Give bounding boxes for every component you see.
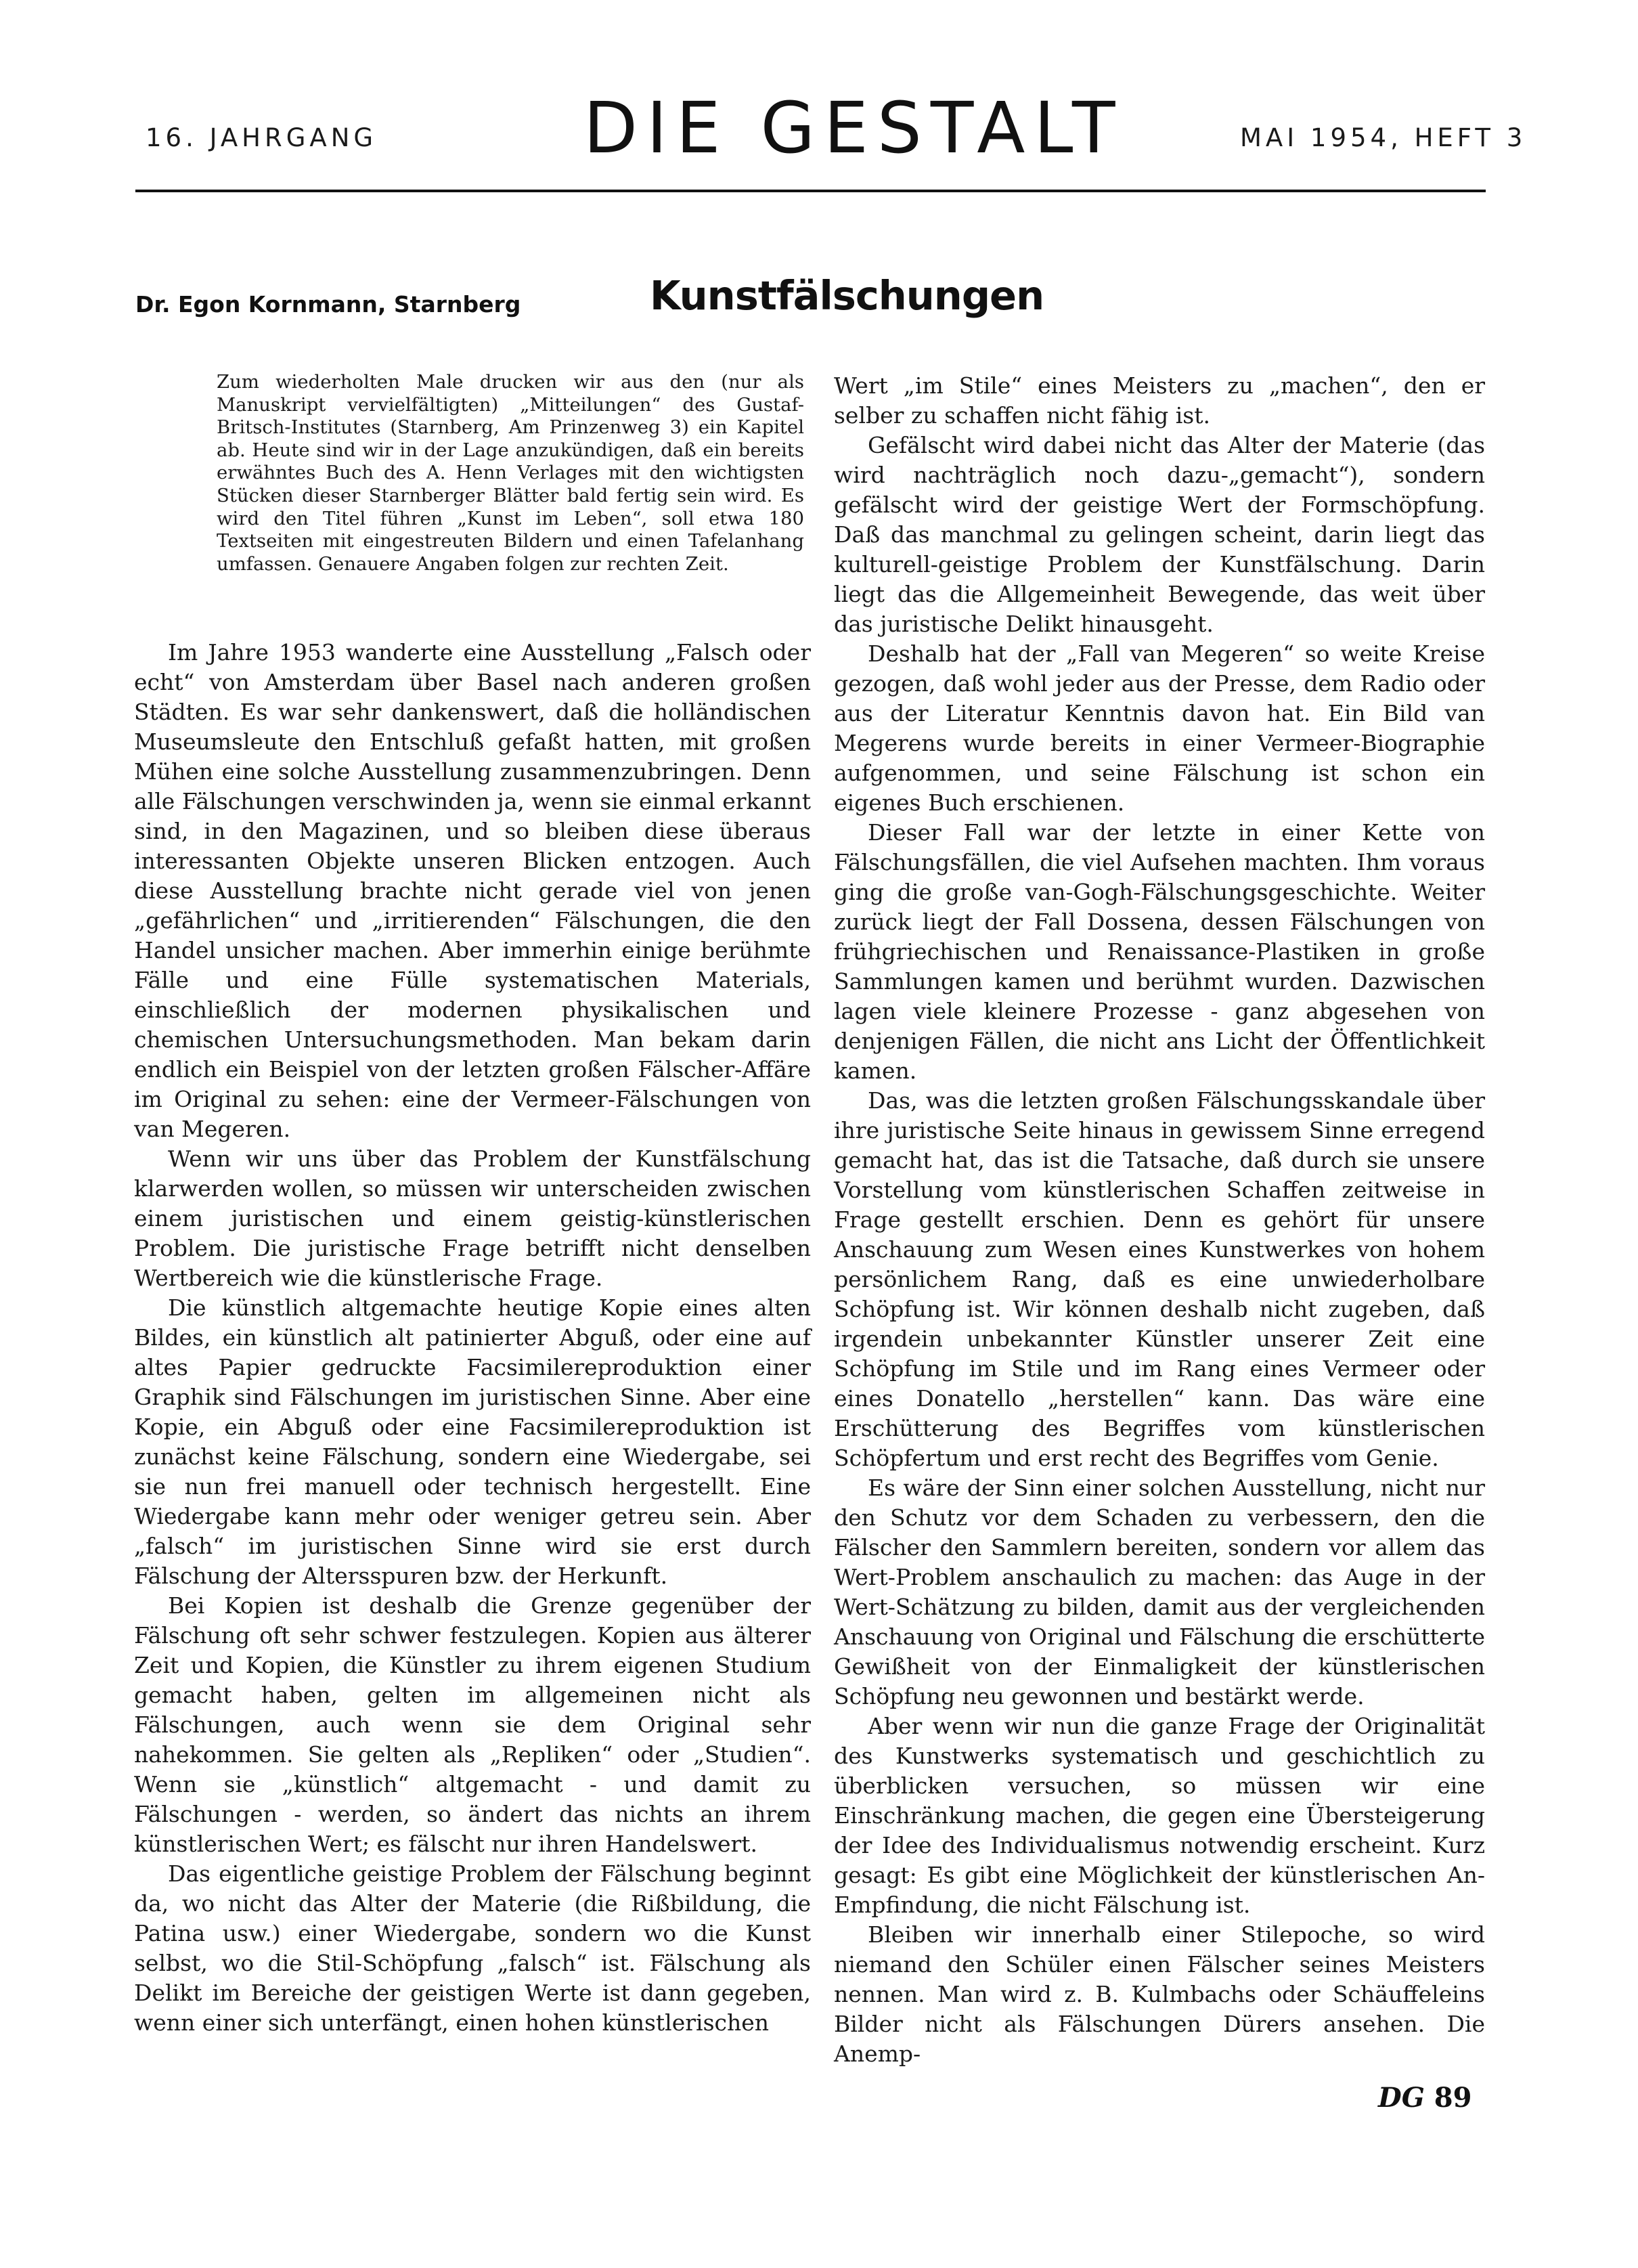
left-column [134,638,811,2038]
header-divider [135,190,1486,192]
intro-paragraph: Zum wiederholten Male drucken wir aus den (nur als Manuskript vervielfältigten) „Mitteilungen“ des Gustaf-Britsch-Institutes (Starnberg, Am Prinzenweg 3) ein Kapitel ab. Heute sind wir in der Lage anzukündigen, daß ein bereits erwähntes Buch des A. Henn Verlages mit den wichtigsten Stücken dieser Starnberger Blätter bald fertig sein wird. Es wird den Titel führen „Kunst im Leben“, soll etwa 180 Textseiten mit eingestreuten Bildern und einen Tafelanhang umfassen. Genauere Angaben folgen zur rechten Zeit. [217,371,804,575]
body-paragraph: Das eigentliche geistige Problem der Fälschung beginnt da, wo nicht das Alter der Materie (die Rißbildung, die Patina usw.) einer Wiedergabe, sondern wo die Kunst selbst, wo die Stil-Schöpfung „falsch“ ist. Fälschung als Delikt im Bereiche der geistigen Werte ist dann gegeben, wenn einer sich unterfängt, einen hohen künstlerischen [134,1860,811,2036]
body-paragraph: Wert „im Stile“ eines Meisters zu „machen“, den er selber zu schaffen nicht fähig ist. [834,372,1485,429]
body-paragraph: Aber wenn wir nun die ganze Frage der Originalität des Kunstwerks systematisch und geschichtlich zu überblicken versuchen, so müssen wir eine Einschränkung machen, die gegen eine Übersteigerung der Idee des Individualismus notwendig erscheint. Kurz gesagt: Es gibt eine Möglichkeit der künstlerischen An-Empfindung, die nicht Fälschung ist. [834,1713,1485,1918]
body-paragraph: Das, was die letzten großen Fälschungsskandale über ihre juristische Seite hinaus in gewissem Sinne erregend gemacht hat, das ist die Tatsache, daß durch sie unsere Vorstellung vom künstlerischen Schaffen zeitweise in Frage gestellt erschien. Denn es gehört für unsere Anschauung zum Wesen eines Kunstwerkes von hohem persönlichem Rang, daß es eine unwiederholbare Schöpfung ist. Wir können deshalb nicht zugeben, daß irgendein unbekannter Künstler unserer Zeit eine Schöpfung im Stile und im Rang eines Vermeer oder eines Donatello „herstellen“ kann. Das wäre eine Erschütterung des Begriffes vom künstlerischen Schöpfertum und erst recht des Begriffes vom Genie. [834,1087,1485,1471]
journal-title: DIE GESTALT [583,87,1124,169]
body-paragraph: Bleiben wir innerhalb einer Stilepoche, so wird niemand den Schüler einen Fälscher seines Meisters nennen. Man wird z. B. Kulmbachs oder Schäuffeleins Bilder nicht als Fälschungen Dürers ansehen. Die Anemp- [834,1921,1485,2067]
page-footer [1378,2082,1471,2114]
body-paragraph: Wenn wir uns über das Problem der Kunstfälschung klarwerden wollen, so müssen wir unterscheiden zwischen einem juristischen und einem geistig-künstlerischen Problem. Die juristische Frage betrifft nicht denselben Wertbereich wie die künstlerische Frage. [134,1146,811,1291]
article-title: Kunstfälschungen [650,272,1044,319]
body-paragraph: Es wäre der Sinn einer solchen Ausstellung, nicht nur den Schutz vor dem Schaden zu verbessern, den die Fälscher den Sammlern bereiten, sondern vor allem das Wert-Problem anschaulich zu machen: das Auge in der Wert-Schätzung zu bilden, damit aus der vergleichenden Anschauung von Original und Fälschung die erschütterte Gewißheit von der Einmaligkeit der künstlerischen Schöpfung neu gewonnen und bestärkt werde. [834,1475,1485,1709]
body-paragraph: Bei Kopien ist deshalb die Grenze gegenüber der Fälschung oft sehr schwer festzulegen. Kopien aus älterer Zeit und Kopien, die Künstler zu ihrem eigenen Studium gemacht haben, gelten im allgemeinen nicht als Fälschungen, auch wenn sie dem Original sehr nahekommen. Sie gelten als „Repliken“ oder „Studien“. Wenn sie „künstlich“ altgemacht - und damit zu Fälschungen - werden, so ändert das nichts an ihrem künstlerischen Wert; es fälscht nur ihren Handelswert. [134,1592,811,1857]
body-paragraph: Dieser Fall war der letzte in einer Kette von Fälschungsfällen, die viel Aufsehen machten. Ihm voraus ging die große van-Gogh-Fälschungsgeschichte. Weiter zurück liegt der Fall Dossena, dessen Fälschungen von frühgriechischen und Renaissance-Plastiken in große Sammlungen kamen und berühmt wurden. Dazwischen lagen viele kleinere Prozesse - ganz abgesehen von denjenigen Fällen, die nicht ans Licht der Öffentlichkeit kamen. [834,819,1485,1084]
body-paragraph: Gefälscht wird dabei nicht das Alter der Materie (das wird nachträglich noch dazu-„gemacht“), sondern gefälscht wird der geistige Wert der Formschöpfung. Daß das manchmal zu gelingen scheint, darin liegt das kulturell-geistige Problem der Kunstfälschung. Darin liegt das die Allgemeinheit Bewegende, das weit über das juristische Delikt hinausgeht. [834,432,1485,637]
page-number: 89 [1434,2082,1472,2114]
body-paragraph: Im Jahre 1953 wanderte eine Ausstellung „Falsch oder echt“ von Amsterdam über Basel nach anderen großen Städten. Es war sehr dankenswert, daß die holländischen Museumsleute den Entschluß gefaßt hatten, mit großen Mühen eine solche Ausstellung zusammenzubringen. Denn alle Fälschungen verschwinden ja, wenn sie einmal erkannt sind, in den Magazinen, und so bleiben diese überaus interessanten Objekte unseren Blicken entzogen. Auch diese Ausstellung brachte nicht gerade viel von jenen „gefährlichen“ und „irritierenden“ Fälschungen, die den Handel unsicher machen. Aber immerhin einige berühmte Fälle und eine Fülle systematischen Materials, einschließlich der modernen physikalischen und chemischen Untersuchungsmethoden. Man bekam darin endlich ein Beispiel von der letzten großen Fälscher-Affäre im Original zu sehen: eine der Vermeer-Fälschungen von van Megeren. [134,639,811,1142]
issue-label: MAI 1954, HEFT 3 [1240,123,1527,152]
body-paragraph: Deshalb hat der „Fall van Megeren“ so weite Kreise gezogen, daß wohl jeder aus der Presse, dem Radio oder aus der Literatur Kenntnis davon hat. Ein Bild van Megerens wurde bereits in einer Vermeer-Biographie aufgenommen, und seine Fälschung ist schon ein eigenes Buch erschienen. [834,640,1485,816]
volume-label: 16. JAHRGANG [146,123,378,152]
article-author: Dr. Egon Kornmann, Starnberg [135,291,521,318]
right-column [834,371,1485,2069]
journal-abbreviation: DG [1378,2082,1425,2114]
article-intro [217,371,804,575]
body-paragraph: Die künstlich altgemachte heutige Kopie eines alten Bildes, ein künstlich alt patinierter Abguß, oder eine auf altes Papier gedruckte Facsimilereproduktion einer Graphik sind Fälschungen im juristischen Sinne. Aber eine Kopie, ein Abguß oder eine Facsimilereproduktion ist zunächst keine Fälschung, sondern eine Wiedergabe, sei sie nun frei manuell oder technisch hergestellt. Eine Wiedergabe kann mehr oder weniger getreu sein. Aber „falsch“ im juristischen Sinne wird sie erst durch Fälschung der Altersspuren bzw. der Herkunft. [134,1294,811,1589]
